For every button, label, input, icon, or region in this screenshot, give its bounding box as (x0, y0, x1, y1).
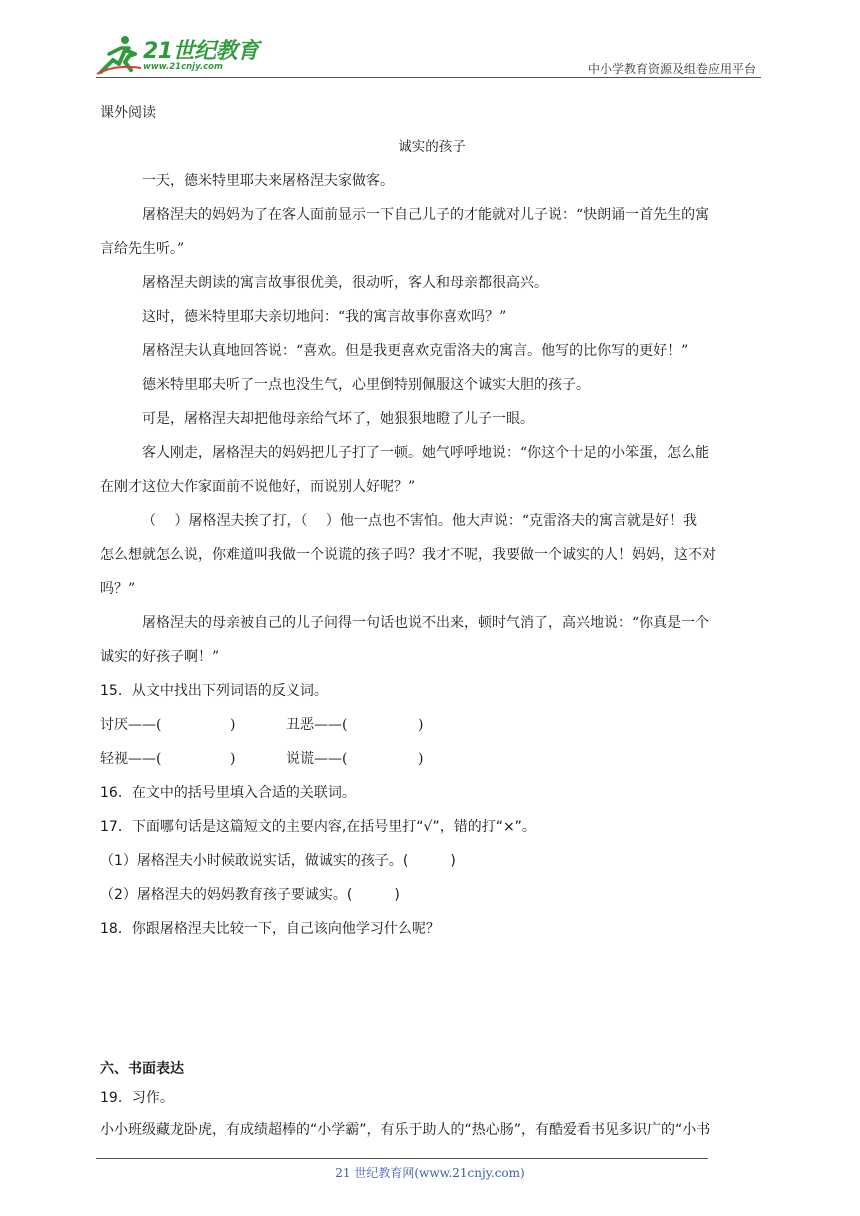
antonym-word-4: 说谎——( (286, 751, 348, 767)
answer-space[interactable] (100, 946, 764, 1056)
question-16: 16．在文中的括号里填入合适的关联词。 (100, 785, 356, 801)
header-divider (96, 77, 761, 78)
paragraph-8a: 客人刚走，屠格涅夫的妈妈把儿子打了一顿。她气呼呼地说：“你这个十足的小笨蛋，怎么能 (142, 445, 710, 461)
section-6-heading: 六、书面表达 (100, 1061, 184, 1077)
paragraph-7: 可是，屠格涅夫却把他母亲给气坏了，她狠狠地瞪了儿子一眼。 (142, 411, 534, 427)
logo-text: 21世纪教育 (143, 39, 259, 64)
question-17-item-1[interactable]: （1）屠格涅夫小时候敢说实话，做诚实的孩子。( ) (100, 853, 456, 869)
logo-url: www.21cnjy.com (143, 62, 223, 72)
antonym-blank-4[interactable]: ) (418, 751, 424, 767)
paragraph-5: 屠格涅夫认真地回答说：“喜欢。但是我更喜欢克雷洛夫的寓言。他写的比你写的更好！” (142, 343, 689, 359)
antonym-blank-3[interactable]: ) (230, 751, 236, 767)
article-title: 诚实的孩子 (398, 139, 466, 155)
paragraph-4: 这时，德米特里耶夫亲切地问：“我的寓言故事你喜欢吗？” (142, 309, 507, 325)
paragraph-8b: 在刚才这位大作家面前不说他好，而说别人好呢？” (100, 479, 416, 495)
antonym-row-1 (100, 708, 764, 742)
section-reading-label: 课外阅读 (100, 105, 156, 121)
document-body (100, 96, 764, 1146)
footer-divider (96, 1158, 708, 1159)
logo (95, 34, 265, 76)
antonym-blank-2[interactable]: ) (418, 717, 424, 733)
antonym-blank-1[interactable]: ) (230, 717, 236, 733)
paragraph-2a: 屠格涅夫的妈妈为了在客人面前显示一下自己儿子的才能就对儿子说：“快朗诵一首先生的寓 (142, 207, 710, 223)
paragraph-10b: 诚实的好孩子啊！” (100, 649, 220, 665)
paragraph-9b: 怎么想就怎么说，你难道叫我做一个说谎的孩子吗？我才不呢，我要做一个诚实的人！妈妈，这不对 (100, 547, 716, 563)
question-17-item-2[interactable]: （2）屠格涅夫的妈妈教育孩子要诚实。( ) (100, 887, 400, 903)
paragraph-1: 一天，德米特里耶夫来屠格涅夫家做客。 (142, 173, 394, 189)
question-19: 19．习作。 (100, 1090, 174, 1106)
header-platform-text: 中小学教育资源及组卷应用平台 (587, 62, 756, 76)
paragraph-2b: 言给先生听。” (100, 241, 185, 257)
paragraph-9c: 吗？” (100, 581, 136, 597)
question-17: 17．下面哪句话是这篇短文的主要内容,在括号里打“√”，错的打“×”。 (100, 819, 536, 835)
paragraph-9a: （ ）屠格涅夫挨了打，（ ）他一点也不害怕。他大声说：“克雷洛夫的寓言就是好！我 (142, 513, 698, 529)
paragraph-6: 德米特里耶夫听了一点也没生气，心里倒特别佩服这个诚实大胆的孩子。 (142, 377, 590, 393)
question-15: 15．从文中找出下列词语的反义词。 (100, 683, 328, 699)
antonym-word-2: 丑恶——( (286, 717, 348, 733)
antonym-row-2 (100, 742, 764, 776)
runner-logo-icon (95, 34, 145, 76)
question-18: 18．你跟屠格涅夫比较一下，自己该向他学习什么呢？ (100, 921, 440, 937)
antonym-word-1: 讨厌——( (100, 717, 162, 733)
page-header (0, 0, 860, 80)
footer-text[interactable]: 21 世纪教育网(www.21cnjy.com) (335, 1166, 525, 1180)
paragraph-3: 屠格涅夫朗读的寓言故事很优美，很动听，客人和母亲都很高兴。 (142, 275, 548, 291)
paragraph-10a: 屠格涅夫的母亲被自己的儿子问得一句话也说不出来，顿时气消了，高兴地说：“你真是一个 (142, 615, 710, 631)
writing-prompt: 小小班级藏龙卧虎，有成绩超棒的“小学霸”，有乐于助人的“热心肠”，有酷爱看书见多识广的“小书 (100, 1122, 711, 1138)
antonym-word-3: 轻视——( (100, 751, 162, 767)
